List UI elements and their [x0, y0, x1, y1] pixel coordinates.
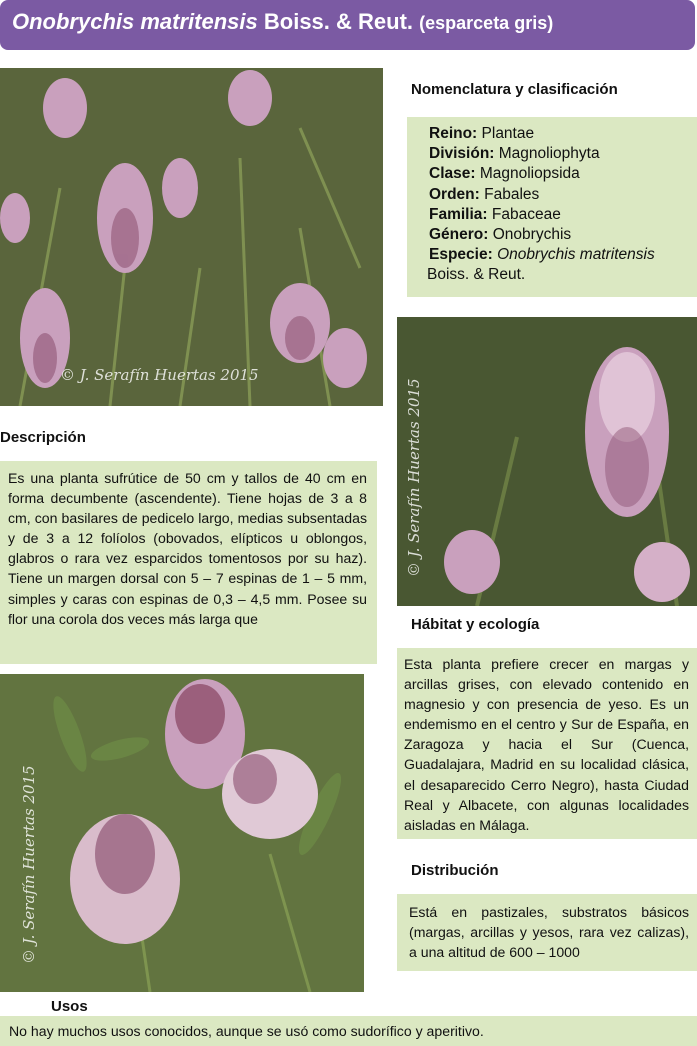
classification-row-especie: Especie: Onobrychis matritensis: [429, 246, 655, 264]
classification-row: Reino: Plantae: [429, 125, 535, 142]
title-bar: [0, 0, 695, 50]
descripcion-text: Es una planta sufrútice de 50 cm y tallos de 40 cm en forma decumbente (ascendente). Tiene hojas de 3 a 8 cm, con basilares de pedicelo largo, medias subsentadas y de 3 a 12 folíolos (obovados, elípticos u oblongos, glabros o rara vez esparcidos tomentosos por su haz). Tiene un margen dorsal con 5 – 7 espinas de 1 – 5 mm, simples y caras con espinas de 0,3 – 4,5 mm. Posee su flor una corola dos veces más larga que: [0, 461, 377, 664]
classification-row: Familia: Fabaceae: [429, 205, 561, 223]
classification-row: Clase: Magnoliopsida: [429, 165, 580, 183]
photo-watermark: © J. Serafín Huertas 2015: [20, 765, 38, 964]
photo-flower-spike: [397, 317, 697, 606]
descripcion-heading: Descripción: [0, 429, 86, 446]
classification-row: Género: Onobrychis: [429, 226, 572, 244]
classification-row: División: Magnoliophyta: [429, 145, 600, 163]
habitat-heading: Hábitat y ecología: [411, 616, 540, 633]
common-name: (esparceta gris): [419, 13, 554, 33]
distribucion-text: Está en pastizales, substratos básicos (margas, arcillas y yesos, rara vez calizas), a una altitud de 600 – 1000: [397, 894, 697, 971]
distribucion-heading: Distribución: [411, 862, 499, 879]
nomenclatura-heading: Nomenclatura y clasificación: [411, 81, 618, 98]
especie-authority: Boiss. & Reut.: [427, 266, 526, 284]
habitat-text: Esta planta prefiere crecer en margas y arcillas grises, con elevado contenido en magnesio y con presencia de yeso. Es un endemismo en el centro y Sur de España, en Zaragoza y hacia el Sur (Cuenca, Guadalajara, Madrid en su localidad clásica, el desaparecido Cerro Negro), hasta Ciudad Real y Albacete, con algunas localidades aisladas en Málaga.: [397, 648, 697, 839]
photo-watermark: © J. Serafín Huertas 2015: [405, 378, 423, 577]
usos-text: No hay muchos usos conocidos, aunque se usó como sudorífico y aperitivo.: [0, 1016, 697, 1046]
usos-heading: Usos: [51, 998, 88, 1015]
photo-watermark: © J. Serafín Huertas 2015: [60, 366, 259, 384]
photo-flower-closeup: [0, 674, 364, 992]
species-name: Onobrychis matritensis: [12, 9, 258, 34]
species-authority: Boiss. & Reut.: [263, 9, 414, 34]
photo-flowering-plant: [0, 68, 383, 406]
classification-box: [407, 117, 697, 297]
classification-row: Orden: Fabales: [429, 185, 540, 203]
